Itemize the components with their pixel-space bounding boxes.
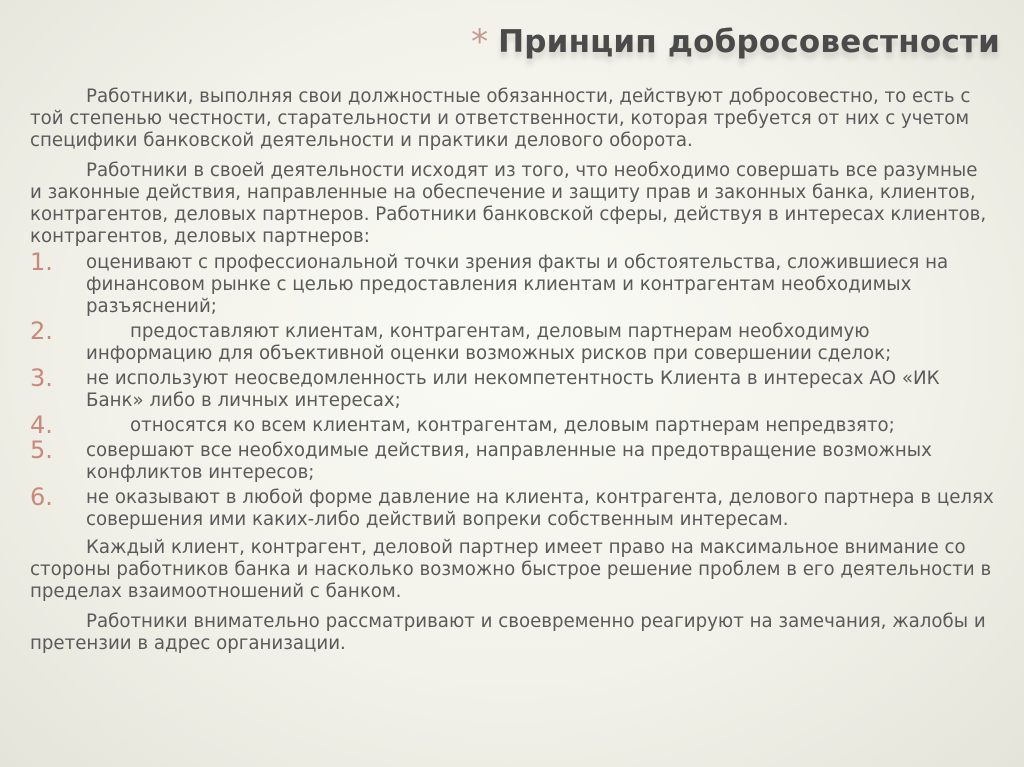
list-item xyxy=(30,317,994,365)
list-item xyxy=(30,411,994,439)
list-item xyxy=(30,248,994,318)
slide-title: Принцип добросовестности xyxy=(498,24,1000,60)
title-row xyxy=(0,22,1000,62)
paragraph-4: Работники внимательно рассматривают и своевременно реагируют на замечания, жалобы и претензии в адрес организации. xyxy=(30,611,986,654)
list-item xyxy=(30,364,994,412)
list-number: 2. xyxy=(30,317,53,345)
title-bullet-icon: * xyxy=(471,22,489,62)
paragraph-3: Каждый клиент, контрагент, деловой партнер имеет право на максимальное внимание со стороны работников банка и насколько возможно быстрое решение проблем в его деятельности в пределах взаимоотношений с банком. xyxy=(30,537,992,602)
numbered-list xyxy=(30,248,994,531)
list-item xyxy=(30,483,994,531)
paragraph-1: Работники, выполняя свои должностные обязанности, действуют добросовестно, то есть с той степенью честности, старательности и ответственности, которая требуется от них с учетом специфики банковской деятельности и практики делового оборота. xyxy=(30,86,971,151)
list-item-text: совершают все необходимые действия, направленные на предотвращение возможных конфликтов интересов; xyxy=(86,440,932,483)
list-item-text: оценивают с профессиональной точки зрения факты и обстоятельства, сложившиеся на финансовом рынке с целью предоставления клиентам и контрагентам необходимых разъяснений; xyxy=(86,252,949,317)
list-number: 4. xyxy=(30,411,53,439)
list-item xyxy=(30,436,994,484)
list-item-text: предоставляют клиентам, контрагентам, деловым партнерам необходимую информацию для объективной оценки возможных рисков при совершении сделок; xyxy=(86,321,892,364)
list-number: 1. xyxy=(30,248,53,276)
list-number: 6. xyxy=(30,483,53,511)
list-item-text: не оказывают в любой форме давление на клиента, контрагента, делового партнера в целях совершения ими каких-либо действий вопреки собственным интересам. xyxy=(86,487,994,530)
list-number: 3. xyxy=(30,364,53,392)
list-item-text: не используют неосведомленность или некомпетентность Клиента в интересах АО «ИК Банк» либо в личных интересах; xyxy=(86,368,940,411)
slide-content xyxy=(30,86,994,663)
paragraph-2: Работники в своей деятельности исходят из того, что необходимо совершать все разумные и законные действия, направленные на обеспечение и защиту прав и законных банка, клиентов, контрагентов, деловых партнеров. Работники банковской сферы, действуя в интересах клиентов, контрагентов, деловых партнеров: xyxy=(30,160,987,247)
list-number: 5. xyxy=(30,436,53,464)
list-item-text: относятся ко всем клиентам, контрагентам, деловым партнерам непредвзято; xyxy=(130,415,895,436)
